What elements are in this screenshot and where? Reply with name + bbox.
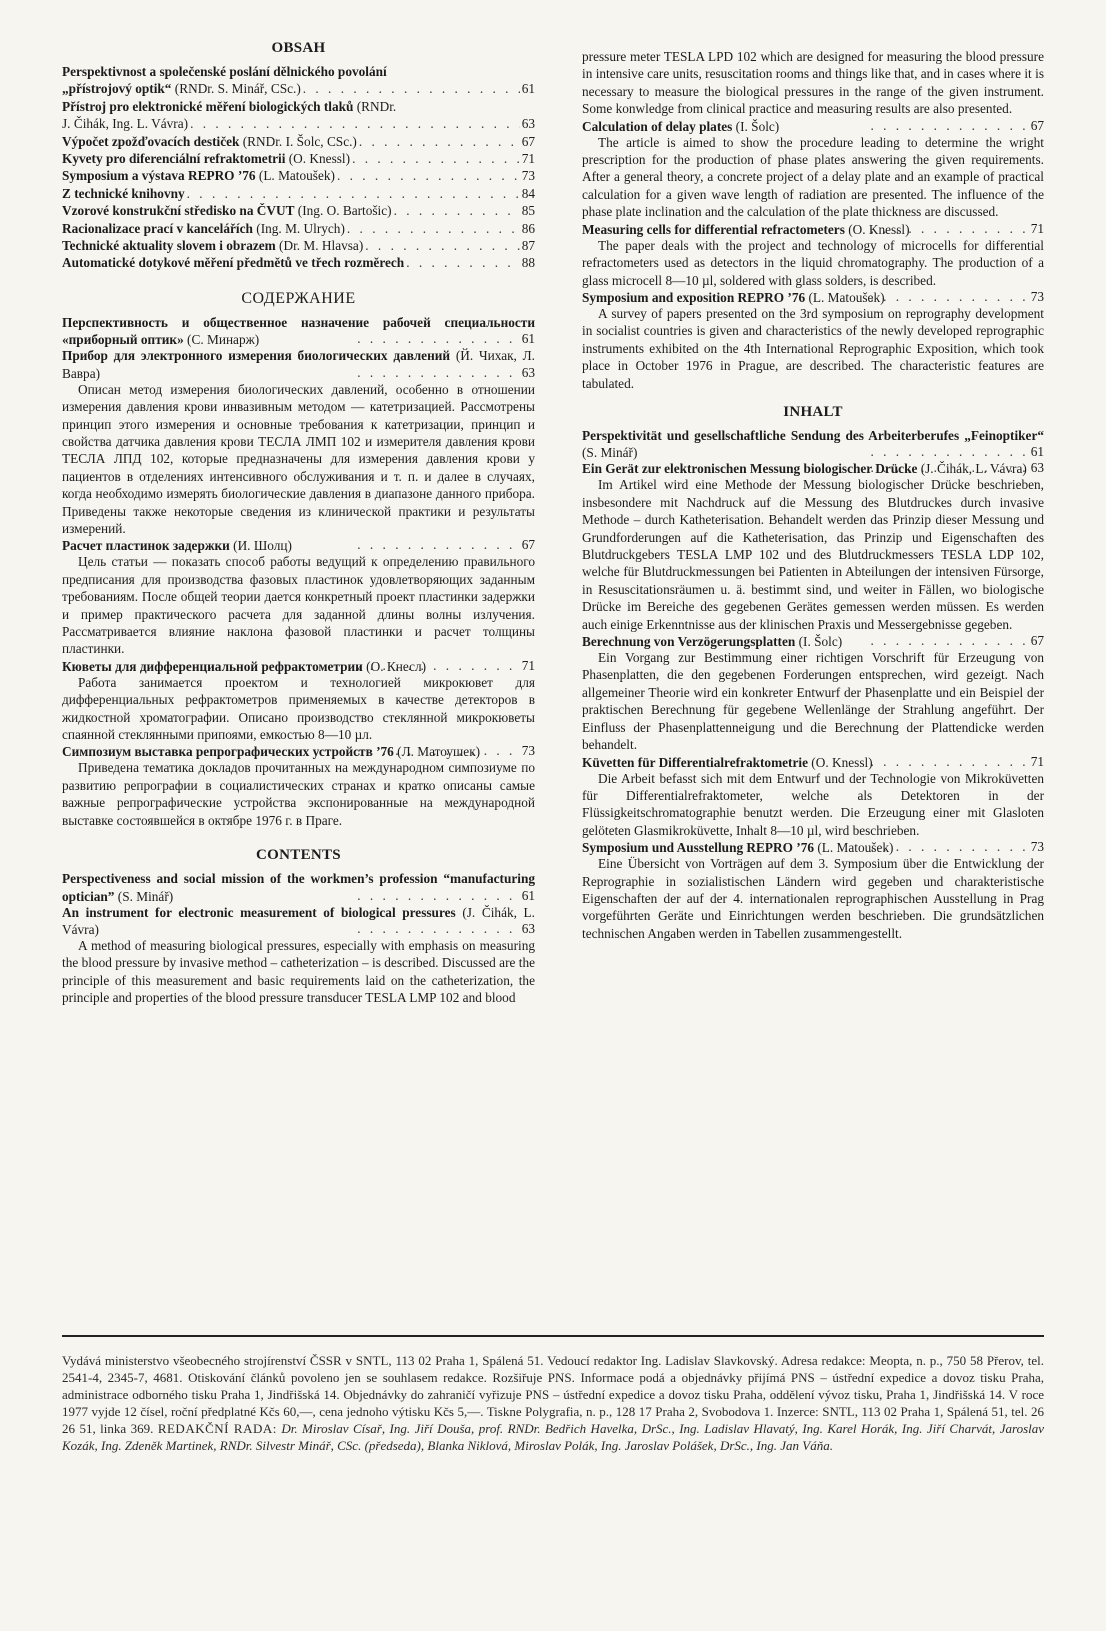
soderzhanie-list [62,314,535,829]
article-title: Berechnung von Verzögerungsplatten [582,634,796,650]
toc-article [62,658,535,744]
contents-continuation: pressure meter TESLA LPD 102 which are designed for measuring the blood pressure in intensive care units, resuscitation rooms and things like that, and in cases where it is necessary to measure the biological pressures in the range of the given instrument. Some konwledge from clinical practice and measuring results are also presented. [582,49,1044,117]
contents-continued-list [582,118,1044,392]
article-title: Расчет пластинок задержки [62,538,230,554]
page-number: 61 [521,887,535,903]
leader-dots [357,888,519,904]
article-abstract: Im Artikel wird eine Methode der Messung biologischer Drücke beschrieben, insbesondere mit Nachdruck auf die Messung des Blutdruckes durch invasive Methode – durch Katheterisation. Behandelt werden das Prinzip dieser Messung und Grundforderungen auf die Katheterisation, das Prinzip und Eigenschaften des Blutdruckgebers TESLA LMP 102 und des Blutdruckmessers TESLA LDP 102, welche für Blutdruckmessungen bei Patienten in Abteilungen der intensiven Fürsorge, in Resuscitationsräumen u. ä. bestimmt sind, und weiter in Fällen, wo biologische Drücke im Bereiche des gegebenen Gerätes gemessen werden müssen. Es werden auch einige Erkenntnisse aus der klinischen Praxis und Messergebnisse gegeben. [582,477,1044,632]
contents-heading: CONTENTS [256,847,341,864]
page-number: 71 [1030,220,1044,236]
toc-line-text: Technické aktuality slovem i obrazem (Dr. M. Hlavsa) [62,238,364,254]
toc-line-text: Automatické dotykové měření předmětů ve třech rozměrech [62,255,405,271]
toc-line [62,167,535,184]
leader-dots [870,221,1028,237]
leader-dots [359,133,520,150]
article-title: Кюветы для дифференциальной рефрактометрии [62,658,363,674]
toc-article [62,537,535,657]
leader-dots [357,331,519,347]
toc-entry [62,63,535,98]
article-author: (O. Knessl) [807,754,873,770]
leader-dots [187,185,520,202]
article-abstract: Eine Übersicht von Vorträgen auf dem 3. Symposium über die Entwicklung der Reprographie in sozialistischen Ländern wird gegeben und charakteristische Eigenschaften der auf der 4. internationalen reprographischen Ausstellung in Prag vorgeführten Geräte und Einrichtungen werden beschrieben. Die grundsätzlichen technischen Angaben werden in Tabellen zusammengestellt. [582,856,1044,941]
toc-line-text: Racionalizace prací v kancelářích (Ing. M. Ulrych) [62,220,345,236]
article-title: Симпозиум выставка репрографических устройств ’76 [62,744,394,760]
article-author: (I. Šolc) [795,634,843,650]
page-number: 67 [521,133,535,149]
page-number: 63 [521,920,535,936]
toc-article [62,347,535,537]
article-author: (L. Matoušek) [805,289,885,305]
article-author: (I. Šolc) [732,118,780,134]
toc-line-text: „přístrojový optik“ (RNDr. S. Minář, CSc.) [62,81,301,97]
article-title: Перспективность и общественное назначение рабочей специальности «приборный оптик» [62,314,535,348]
article-author: (С. Минарж) [183,332,260,348]
page-number: 71 [521,151,535,167]
toc-line [62,150,535,167]
toc-entry [62,98,535,133]
article-author: (J. Čihák, L. Vávra) [917,461,1027,477]
toc-entry [62,202,535,219]
page-number: 67 [1030,633,1044,649]
page-number: 67 [521,537,535,553]
leader-dots [870,444,1028,460]
toc-line [62,254,535,271]
page-number: 71 [1030,753,1044,769]
page-number: 88 [521,255,535,271]
toc-article [582,221,1044,289]
page-number: 84 [521,185,535,201]
leader-dots [357,743,519,759]
toc-line [62,133,535,150]
toc-article [582,118,1044,221]
leader-dots [870,289,1028,305]
article-author: (S. Minář) [114,888,174,904]
page-number: 86 [521,220,535,236]
imprint [62,1352,1044,1454]
toc-entry [62,167,535,184]
leader-dots [365,237,519,254]
page-leader [62,365,535,381]
page-number: 73 [521,743,535,759]
left-column [62,40,535,1007]
article-abstract: Die Arbeit befasst sich mit dem Entwurf und der Technologie von Mikroküvetten für Differentialrefraktometer, welche als Detektoren in der Flüssigkeitschromatographie benutzt werden. Die Erzeugung einer mit Glasloten gelöteten Glasmikroküvette, Inhalt 8—10 µl, wird beschrieben. [582,770,1044,838]
article-title: Calculation of delay plates [582,118,733,134]
article-abstract: The paper deals with the project and technology of microcells for differential refractometers used as detectors in the liquid chromatography. The production of a glass microcell 8—10 µl, soldered with glass solders, is described. [582,237,1044,288]
leader-dots [352,150,520,167]
leader-dots [870,754,1028,770]
toc-line [62,202,535,219]
page-number: 63 [1030,460,1044,476]
toc-line [62,220,535,237]
page-number: 67 [1030,117,1044,133]
leader-dots [870,633,1028,649]
article-author: (O. Knessl) [844,221,910,237]
toc-article [582,427,1044,460]
toc-article [62,904,535,1007]
page-number: 61 [1030,444,1044,460]
obsah-heading: OBSAH [271,40,326,56]
article-abstract: The article is aimed to show the procedure leading to determine the wright prescription for the production of phase plates answering the given requirements. After a general theory, a concrete project of a delay plate and an example of practical calculation for a given wave length of radiation are presented. The influence of the phase plate inclination and the calculation of the plate thickness are discussed. [582,134,1044,220]
toc-entry [62,254,535,271]
article-title: Perspektivität und gesellschaftliche Sendung des Arbeiterberufes „Feinoptiker“ [582,427,1044,443]
leader-dots [357,365,519,381]
article-author: (О. Кнесл) [362,658,427,674]
article-author: (Й. Чихак, Л. Вавра) [62,348,535,381]
toc-article [582,839,1044,942]
page-number: 63 [521,364,535,380]
leader-dots [357,921,519,937]
page-leader [62,921,535,937]
article-title: Прибор для электронного измерения биологических давлений [62,348,451,364]
toc-line-text: Vzorové konstrukční středisko na ČVUT (Ing. O. Bartošic) [62,203,392,219]
article-title: Symposium und Ausstellung REPRO ’76 [582,840,815,856]
toc-line [62,237,535,254]
right-column [582,48,1044,942]
article-abstract: A method of measuring biological pressures, especially with emphasis on measuring the blood pressure by invasive method – catheterization – is described. Discussed are the principle of this measurement and basic requirements laid on the catheterization, the principle and properties of the blood pressure transducer TESLA LMP 102 and blood [62,937,535,1006]
page-number: 61 [521,331,535,347]
article-title: Symposium and exposition REPRO ’76 [582,289,806,305]
page-number: 71 [521,657,535,673]
toc-article [582,633,1044,753]
leader-dots [347,220,520,237]
toc-article [62,743,535,829]
page-number: 61 [521,81,535,97]
page-number: 73 [521,168,535,184]
article-abstract: Описан метод измерения биологических давлений, особенно в отношении измерения давления крови инвазивным методом — катетризацией. Рассмотрены принцип этого измерения и основные требования к катетризации, принцип и свойства датчика давления крови ТЕСЛА ЛМП 102 и измерителя давления крови ТЕСЛА ЛПД 102, которые предназначены для измерения давления крови у пациентов в отделениях интенсивного обслуживания и т. п. и далее в случаях, когда необходимо измерять биологические давления в диапазоне данного прибора. Приведены также некоторые сведения из клинической практики и результаты измерений. [62,381,535,536]
toc-line-text: Přístroj pro elektronické měření biologických tlaků (RNDr. [62,98,397,114]
toc-line [62,80,535,97]
page-number: 85 [521,203,535,219]
article-abstract: Приведена тематика докладов прочитанных на международном симпозиуме по развитию репрографии в социалистических странах и кратко описаны самые важные репрографические устройства экспонированные на международной выставке состоявшейся в октябре 1976 г. в Праге. [62,760,535,828]
toc-line [62,115,535,132]
toc-entry [62,237,535,254]
toc-entry [62,133,535,150]
leader-dots [406,254,520,271]
toc-article [582,289,1044,392]
toc-article [62,870,535,903]
leader-dots [357,658,519,674]
article-title: Measuring cells for differential refractometers [582,221,845,237]
article-abstract: Цель статьи — показать способ работы ведущий к определению правильного предписания для производства фазовых пластинок удовлетворяющих заданным требованиям. После общей теории дается конкретный проект пластинки задержки и пример практического расчета для заданной длины волны излучения. Рассматривается влияние наклона фазовой пластинки и расчет толщины пластинки. [62,554,535,657]
toc-line-text: Z technické knihovny [62,185,185,201]
leader-dots [870,118,1028,134]
page-number: 73 [1030,288,1044,304]
page-number: 63 [521,116,535,132]
toc-line-text: J. Čihák, Ing. L. Vávra) [62,116,189,132]
obsah-list [62,63,535,272]
toc-entry [62,220,535,237]
leader-dots [357,537,519,553]
page-leader [582,444,1044,460]
contents-list [62,870,535,1006]
toc-line-text: Symposium a výstava REPRO ’76 (L. Matoušek) [62,168,335,184]
page-number: 87 [521,238,535,254]
toc-entry [62,185,535,202]
toc-line [62,185,535,202]
article-title: Perspectiveness and social mission of the workmen’s profession “manufacturing optician” [62,871,535,904]
toc-line [62,98,535,115]
editorial-board-members: Dr. Miroslav Císař, Ing. Jiří Douša, prof. RNDr. Bedřich Havelka, DrSc., Ing. Ladislav Hlavatý, Ing. Karel Horák, Ing. Jiří Charvát, Jaroslav Kozák, Ing. Zdeněk Martinek, RNDr. Silvestr Minář, CSc. (předseda), Blanka Niklová, Miroslav Polák, Ing. Jaroslav Polášek, DrSc., Ing. Jan Váňa. [62,1421,1045,1453]
article-abstract: Работа занимается проектом и технологией микрокювет для дифференциальных рефрактометров применяемых в качестве детекторов в жидкостной хроматографии. Описано производство стеклянной микрокюветы спаянной стеклянными припоями, емкостью 8—10 µл. [62,674,535,743]
article-title: Ein Gerät zur elektronischen Messung biologischer Drücke [582,461,918,477]
toc-line-text: Perspektivnost a společenské poslání dělnického povolání [62,64,387,79]
article-author: (L. Matoušek) [814,840,894,856]
article-author: (S. Minář) [582,445,638,461]
article-title: An instrument for electronic measurement of biological pressures [62,904,456,920]
leader-dots [870,839,1028,855]
page-number: 73 [1030,839,1044,855]
inhalt-heading: INHALT [783,403,843,420]
imprint-text: Vydává ministerstvo všeobecného strojírenství ČSSR v SNTL, 113 02 Praha 1, Spálená 51. Vedoucí redaktor Ing. Ladislav Slavkovský. Adresa redakce: Meopta, n. p., 750 58 Přerov, tel. 2541-4, 2345-7, 4681. Otiskování článků povoleno jen se souhlasem redakce. Rozšiřuje PNS. Informace podá a objednávky přijímá PNS – ústřední expedice a dovoz tisku Praha, administrace odborného tisku Praha 1, Jindřišská 14. Objednávky do zahraničí vyřizuje PNS – ústřední expedice a dovoz tisku Praha, oddělení vývoz tisku, Praha 1, Jindřišská 14. V roce 1977 vyjde 12 čísel, roční předplatné Kčs 60,—, cena jednoho výtisku Kčs 5,—. Tiskne Polygrafia, n. p., 128 17 Praha 2, Svobodova 1. Inzerce: SNTL, 113 02 Praha 1, Spálená 51, tel. 26 26 51, linka 369. [62,1353,1044,1436]
toc-article [582,460,1044,633]
article-author: (Л. Матоушек) [393,744,481,760]
toc-line-text: Kyvety pro diferenciální refraktometrii (O. Knessl) [62,151,351,167]
soderzhanie-heading: СОДЕРЖАНИЕ [241,289,356,307]
leader-dots [190,115,520,132]
toc-article [582,754,1044,840]
leader-dots [394,202,520,219]
leader-dots [337,167,520,184]
article-title: Küvetten für Differentialrefraktometrie [582,754,808,770]
leader-dots [303,80,520,97]
toc-line [62,63,535,80]
toc-article [62,314,535,347]
editorial-board-label: REDAKČNÍ RADA: [157,1421,277,1436]
article-abstract: A survey of papers presented on the 3rd symposium on reprography development in socialist countries is given and characteristics of the newly developed reprographic instruments exhibited on the 4th International Reprographic Exposition, which took place in October 1976 in Prague, are described. The characteristic features are tabulated. [582,305,1044,391]
article-abstract: Ein Vorgang zur Bestimmung einer richtigen Vorschrift für Erzeugung von Phasenplatten, die den gegebenen Forderungen entsprechen, wird gezeigt. Nach allgemeiner Theorie wird ein konkreter Entwurf der Phasenplatte und ein Beispiel der praktischen Berechnung für gegebene Wellenlänge der Strahlung angeführt. Der Einfluss der Phasenplattenneigung und die Berechnung der Plattendicke werden behandelt. [582,650,1044,753]
article-author: (J. Čihák, L. Vávra) [62,904,536,937]
article-author: (И. Шолц) [229,538,292,554]
inhalt-list [582,427,1044,942]
leader-dots [870,460,1028,476]
toc-entry [62,150,535,167]
toc-line-text: Výpočet zpožďovacích destiček (RNDr. I. Šolc, CSc.) [62,133,357,149]
footer-rule [62,1335,1044,1337]
